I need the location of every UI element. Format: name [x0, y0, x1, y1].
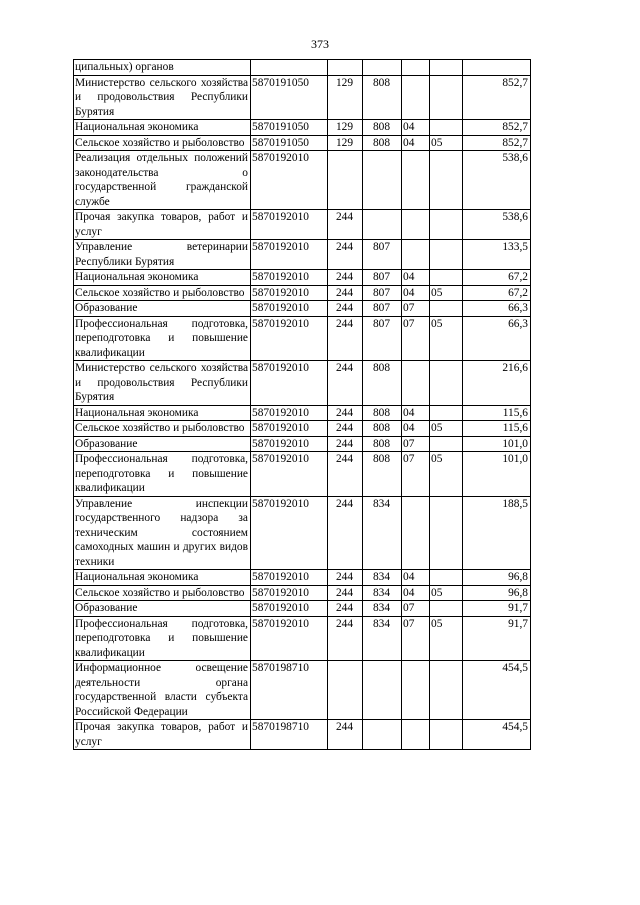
- target-article-cell: 5870192010: [251, 570, 328, 586]
- table-row: [74, 421, 531, 437]
- expense-type-cell: 244: [328, 301, 363, 317]
- section-cell: [402, 60, 430, 76]
- subsection-cell: [430, 60, 463, 76]
- section-cell: [402, 720, 430, 750]
- expense-type-cell: [328, 60, 363, 76]
- department-code-cell: [363, 60, 402, 76]
- target-article-cell: 5870192010: [251, 496, 328, 570]
- expense-type-cell: 244: [328, 240, 363, 270]
- section-cell: [402, 75, 430, 120]
- target-article-cell: 5870191050: [251, 135, 328, 151]
- target-article-cell: 5870198710: [251, 661, 328, 720]
- department-code-cell: [363, 720, 402, 750]
- section-cell: 04: [402, 285, 430, 301]
- row-name-cell: Сельское хозяйство и рыболовство: [74, 135, 251, 151]
- department-code-cell: 808: [363, 436, 402, 452]
- table-row: [74, 570, 531, 586]
- target-article-cell: 5870192010: [251, 285, 328, 301]
- target-article-cell: 5870198710: [251, 720, 328, 750]
- amount-cell: 454,5: [463, 661, 531, 720]
- amount-cell: 66,3: [463, 301, 531, 317]
- row-name-cell: Национальная экономика: [74, 570, 251, 586]
- expense-type-cell: 244: [328, 421, 363, 437]
- amount-cell: 67,2: [463, 285, 531, 301]
- subsection-cell: [430, 570, 463, 586]
- row-name-cell: Национальная экономика: [74, 405, 251, 421]
- amount-cell: 91,7: [463, 601, 531, 617]
- target-article-cell: [251, 60, 328, 76]
- department-code-cell: 808: [363, 452, 402, 497]
- subsection-cell: 05: [430, 421, 463, 437]
- table-row: [74, 436, 531, 452]
- department-code-cell: [363, 210, 402, 240]
- department-code-cell: 807: [363, 285, 402, 301]
- target-article-cell: 5870192010: [251, 301, 328, 317]
- table-row: [74, 270, 531, 286]
- subsection-cell: [430, 720, 463, 750]
- amount-cell: 454,5: [463, 720, 531, 750]
- target-article-cell: 5870192010: [251, 151, 328, 210]
- row-name-cell: Сельское хозяйство и рыболовство: [74, 421, 251, 437]
- table-row: [74, 151, 531, 210]
- department-code-cell: 807: [363, 270, 402, 286]
- amount-cell: 66,3: [463, 316, 531, 361]
- table-row: [74, 585, 531, 601]
- table-row: [74, 616, 531, 661]
- section-cell: [402, 240, 430, 270]
- expense-type-cell: 129: [328, 120, 363, 136]
- row-name-cell: Управление ветеринарии Республики Бурятия: [74, 240, 251, 270]
- section-cell: [402, 151, 430, 210]
- amount-cell: 115,6: [463, 405, 531, 421]
- section-cell: 04: [402, 120, 430, 136]
- expense-type-cell: 244: [328, 270, 363, 286]
- subsection-cell: [430, 661, 463, 720]
- table-row: [74, 661, 531, 720]
- department-code-cell: 834: [363, 570, 402, 586]
- department-code-cell: [363, 151, 402, 210]
- row-name-cell: Образование: [74, 301, 251, 317]
- expense-type-cell: 244: [328, 585, 363, 601]
- expense-type-cell: 244: [328, 496, 363, 570]
- target-article-cell: 5870192010: [251, 210, 328, 240]
- section-cell: 04: [402, 421, 430, 437]
- subsection-cell: 05: [430, 616, 463, 661]
- department-code-cell: 808: [363, 361, 402, 406]
- expense-type-cell: 129: [328, 75, 363, 120]
- row-name-cell: Профессиональная подготовка, переподготовка и повышение квалификации: [74, 316, 251, 361]
- table-row: [74, 120, 531, 136]
- department-code-cell: 808: [363, 75, 402, 120]
- row-name-cell: Прочая закупка товаров, работ и услуг: [74, 720, 251, 750]
- table-row: [74, 452, 531, 497]
- expense-type-cell: [328, 151, 363, 210]
- row-name-cell: Управление инспекции государственного надзора за техническим состоянием самоходных машин и других видов техники: [74, 496, 251, 570]
- department-code-cell: 808: [363, 421, 402, 437]
- expense-type-cell: 244: [328, 616, 363, 661]
- target-article-cell: 5870192010: [251, 270, 328, 286]
- section-cell: 07: [402, 601, 430, 617]
- row-name-cell: Сельское хозяйство и рыболовство: [74, 585, 251, 601]
- expense-type-cell: 244: [328, 361, 363, 406]
- target-article-cell: 5870192010: [251, 361, 328, 406]
- table-row: [74, 316, 531, 361]
- subsection-cell: [430, 301, 463, 317]
- target-article-cell: 5870192010: [251, 452, 328, 497]
- expense-type-cell: 244: [328, 316, 363, 361]
- subsection-cell: [430, 151, 463, 210]
- section-cell: 07: [402, 316, 430, 361]
- target-article-cell: 5870191050: [251, 120, 328, 136]
- department-code-cell: 834: [363, 585, 402, 601]
- section-cell: 07: [402, 436, 430, 452]
- table-row: [74, 720, 531, 750]
- amount-cell: 101,0: [463, 436, 531, 452]
- budget-table: [73, 59, 531, 750]
- target-article-cell: 5870191050: [251, 75, 328, 120]
- amount-cell: 96,8: [463, 570, 531, 586]
- table-row: [74, 285, 531, 301]
- section-cell: 04: [402, 585, 430, 601]
- section-cell: [402, 210, 430, 240]
- row-name-cell: Сельское хозяйство и рыболовство: [74, 285, 251, 301]
- table-row: [74, 240, 531, 270]
- target-article-cell: 5870192010: [251, 421, 328, 437]
- target-article-cell: 5870192010: [251, 436, 328, 452]
- expense-type-cell: 244: [328, 285, 363, 301]
- section-cell: 07: [402, 452, 430, 497]
- table-row: [74, 496, 531, 570]
- amount-cell: 115,6: [463, 421, 531, 437]
- department-code-cell: 834: [363, 616, 402, 661]
- department-code-cell: 834: [363, 496, 402, 570]
- table-row: [74, 601, 531, 617]
- target-article-cell: 5870192010: [251, 585, 328, 601]
- section-cell: [402, 661, 430, 720]
- subsection-cell: 05: [430, 316, 463, 361]
- row-name-cell: Национальная экономика: [74, 270, 251, 286]
- department-code-cell: 808: [363, 120, 402, 136]
- table-row: [74, 405, 531, 421]
- section-cell: 04: [402, 570, 430, 586]
- row-name-cell: Образование: [74, 601, 251, 617]
- subsection-cell: [430, 270, 463, 286]
- subsection-cell: [430, 496, 463, 570]
- amount-cell: 216,6: [463, 361, 531, 406]
- table-row: [74, 60, 531, 76]
- expense-type-cell: 244: [328, 436, 363, 452]
- amount-cell: 852,7: [463, 135, 531, 151]
- amount-cell: 96,8: [463, 585, 531, 601]
- department-code-cell: 834: [363, 601, 402, 617]
- section-cell: 04: [402, 270, 430, 286]
- subsection-cell: [430, 240, 463, 270]
- section-cell: 07: [402, 616, 430, 661]
- table-row: [74, 75, 531, 120]
- amount-cell: 101,0: [463, 452, 531, 497]
- row-name-cell: Образование: [74, 436, 251, 452]
- row-name-cell: ципальных) органов: [74, 60, 251, 76]
- subsection-cell: [430, 361, 463, 406]
- row-name-cell: Министерство сельского хозяйства и продовольствия Республики Бурятия: [74, 361, 251, 406]
- amount-cell: 852,7: [463, 120, 531, 136]
- amount-cell: [463, 60, 531, 76]
- expense-type-cell: 244: [328, 210, 363, 240]
- department-code-cell: 807: [363, 240, 402, 270]
- row-name-cell: Прочая закупка товаров, работ и услуг: [74, 210, 251, 240]
- subsection-cell: [430, 436, 463, 452]
- row-name-cell: Национальная экономика: [74, 120, 251, 136]
- amount-cell: 538,6: [463, 210, 531, 240]
- target-article-cell: 5870192010: [251, 240, 328, 270]
- row-name-cell: Профессиональная подготовка, переподготовка и повышение квалификации: [74, 616, 251, 661]
- amount-cell: 188,5: [463, 496, 531, 570]
- department-code-cell: 808: [363, 405, 402, 421]
- amount-cell: 133,5: [463, 240, 531, 270]
- target-article-cell: 5870192010: [251, 616, 328, 661]
- section-cell: 04: [402, 135, 430, 151]
- department-code-cell: 808: [363, 135, 402, 151]
- target-article-cell: 5870192010: [251, 601, 328, 617]
- subsection-cell: 05: [430, 452, 463, 497]
- table-row: [74, 301, 531, 317]
- amount-cell: 852,7: [463, 75, 531, 120]
- department-code-cell: [363, 661, 402, 720]
- amount-cell: 538,6: [463, 151, 531, 210]
- expense-type-cell: 129: [328, 135, 363, 151]
- row-name-cell: Профессиональная подготовка, переподготовка и повышение квалификации: [74, 452, 251, 497]
- subsection-cell: [430, 405, 463, 421]
- expense-type-cell: 244: [328, 570, 363, 586]
- section-cell: [402, 361, 430, 406]
- department-code-cell: 807: [363, 301, 402, 317]
- amount-cell: 67,2: [463, 270, 531, 286]
- subsection-cell: [430, 120, 463, 136]
- subsection-cell: 05: [430, 285, 463, 301]
- subsection-cell: 05: [430, 135, 463, 151]
- section-cell: 04: [402, 405, 430, 421]
- section-cell: 07: [402, 301, 430, 317]
- table-row: [74, 361, 531, 406]
- expense-type-cell: [328, 661, 363, 720]
- subsection-cell: [430, 210, 463, 240]
- row-name-cell: Реализация отдельных положений законодательства о государственной гражданской службе: [74, 151, 251, 210]
- section-cell: [402, 496, 430, 570]
- subsection-cell: 05: [430, 585, 463, 601]
- target-article-cell: 5870192010: [251, 405, 328, 421]
- row-name-cell: Информационное освещение деятельности органа государственной власти субъекта Российской Федерации: [74, 661, 251, 720]
- table-row: [74, 135, 531, 151]
- table-row: [74, 210, 531, 240]
- page-number: 373: [311, 37, 329, 51]
- amount-cell: 91,7: [463, 616, 531, 661]
- row-name-cell: Министерство сельского хозяйства и продовольствия Республики Бурятия: [74, 75, 251, 120]
- subsection-cell: [430, 601, 463, 617]
- expense-type-cell: 244: [328, 452, 363, 497]
- expense-type-cell: 244: [328, 405, 363, 421]
- department-code-cell: 807: [363, 316, 402, 361]
- target-article-cell: 5870192010: [251, 316, 328, 361]
- expense-type-cell: 244: [328, 601, 363, 617]
- table-body: [74, 60, 531, 750]
- expense-type-cell: 244: [328, 720, 363, 750]
- subsection-cell: [430, 75, 463, 120]
